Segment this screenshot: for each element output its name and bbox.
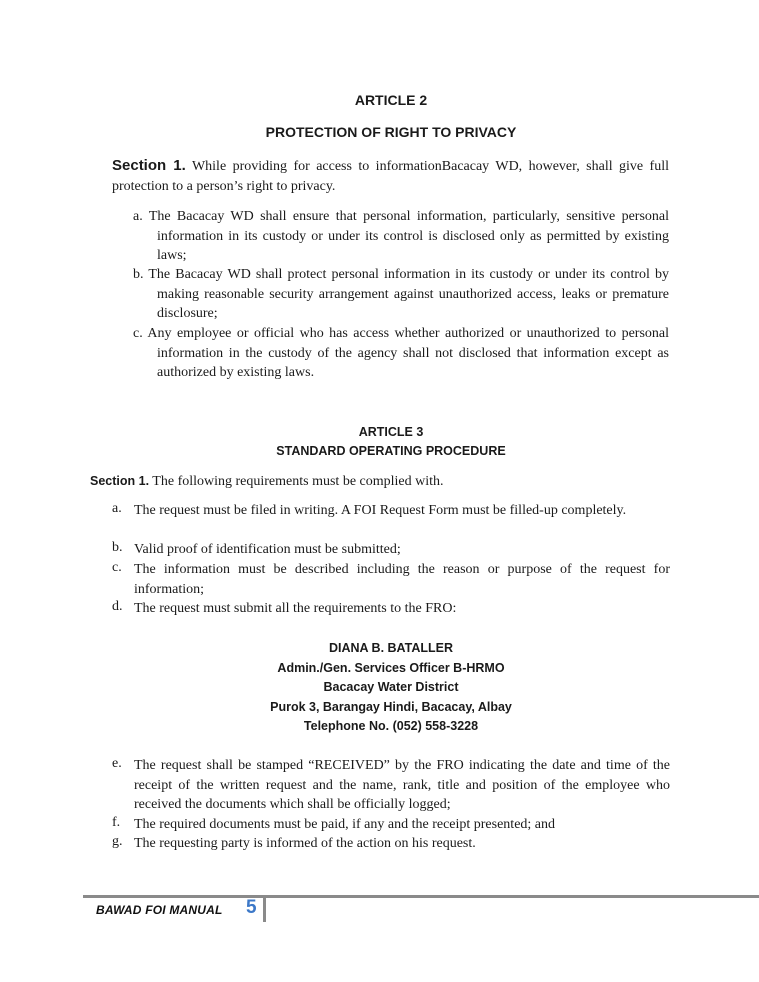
article-2-item-a <box>133 207 669 266</box>
article-2-subtitle: PROTECTION OF RIGHT TO PRIVACY <box>265 124 517 140</box>
contact-block <box>0 639 759 737</box>
article-3-item-c: The information must be described including the reason or purpose of the request for information; <box>134 562 670 597</box>
item-text: Any employee or official who has access whether authorized or unauthorized to personal information in the custody of the agency shall not disclosed that information except as authorized by existing laws. <box>147 326 669 380</box>
article-3-subtitle: STANDARD OPERATING PROCEDURE <box>276 444 506 458</box>
section-label: Section 1. <box>112 157 186 174</box>
article-2-item-b <box>133 265 669 324</box>
page-number: 5 <box>246 897 257 918</box>
contact-name: DIANA B. BATALLER <box>328 641 454 655</box>
article-2-item-c <box>133 324 669 383</box>
article-3-item-f: The required documents must be paid, if any and the receipt presented; and <box>134 817 556 832</box>
item-marker: b. <box>112 540 123 555</box>
contact-phone: Telephone No. (052) 558-3228 <box>303 719 479 734</box>
article-2-section-1 <box>112 156 669 196</box>
item-marker: a. <box>112 501 122 516</box>
item-text: The Bacacay WD shall ensure that personal information, particularly, sensitive personal information in its custody or under its control is disclosed only as permitted by existing laws; <box>148 209 669 263</box>
article-2-title: ARTICLE 2 <box>354 92 428 108</box>
item-marker: d. <box>112 599 123 614</box>
footer-rule <box>83 895 759 898</box>
contact-position: Admin./Gen. Services Officer B-HRMO <box>277 660 505 675</box>
footer-label: BAWAD FOI MANUAL <box>96 903 223 917</box>
item-marker: a. <box>133 209 143 224</box>
article-3-title: ARTICLE 3 <box>358 425 424 439</box>
section-label: Section 1. <box>90 474 150 488</box>
contact-address: Purok 3, Barangay Hindi, Bacacay, Albay <box>270 699 512 714</box>
item-marker: f. <box>112 815 121 830</box>
article-3-item-g: The requesting party is informed of the action on his request. <box>134 836 476 851</box>
item-marker: b. <box>133 267 144 282</box>
section-text: While providing for access to informationBacacay WD, however, shall give full protection to a person’s right to privacy. <box>112 159 669 194</box>
item-marker: g. <box>112 834 123 849</box>
article-3-item-e: The request shall be stamped “RECEIVED” by the FRO indicating the date and time of the receipt of the written request and the name, rank, title and position of the employee who received the documents which shall be officially logged; <box>134 758 670 812</box>
item-marker: c. <box>133 326 143 341</box>
section-text: The following requirements must be complied with. <box>152 474 444 489</box>
article-3-item-d: The request must submit all the requirements to the FRO: <box>134 601 457 616</box>
article-3-item-a: The request must be filed in writing. A FOI Request Form must be filled-up completely. <box>134 503 627 518</box>
footer-divider <box>263 898 266 922</box>
article-3-item-b: Valid proof of identification must be submitted; <box>134 542 401 557</box>
item-marker: c. <box>112 560 122 575</box>
contact-office: Bacacay Water District <box>323 680 459 695</box>
article-3-section-1 <box>90 472 670 492</box>
item-text: The Bacacay WD shall protect personal information in its custody or under its control by making reasonable security arrangement against unauthorized access, leaks or premature disclosure; <box>148 267 670 321</box>
item-marker: e. <box>112 756 122 771</box>
